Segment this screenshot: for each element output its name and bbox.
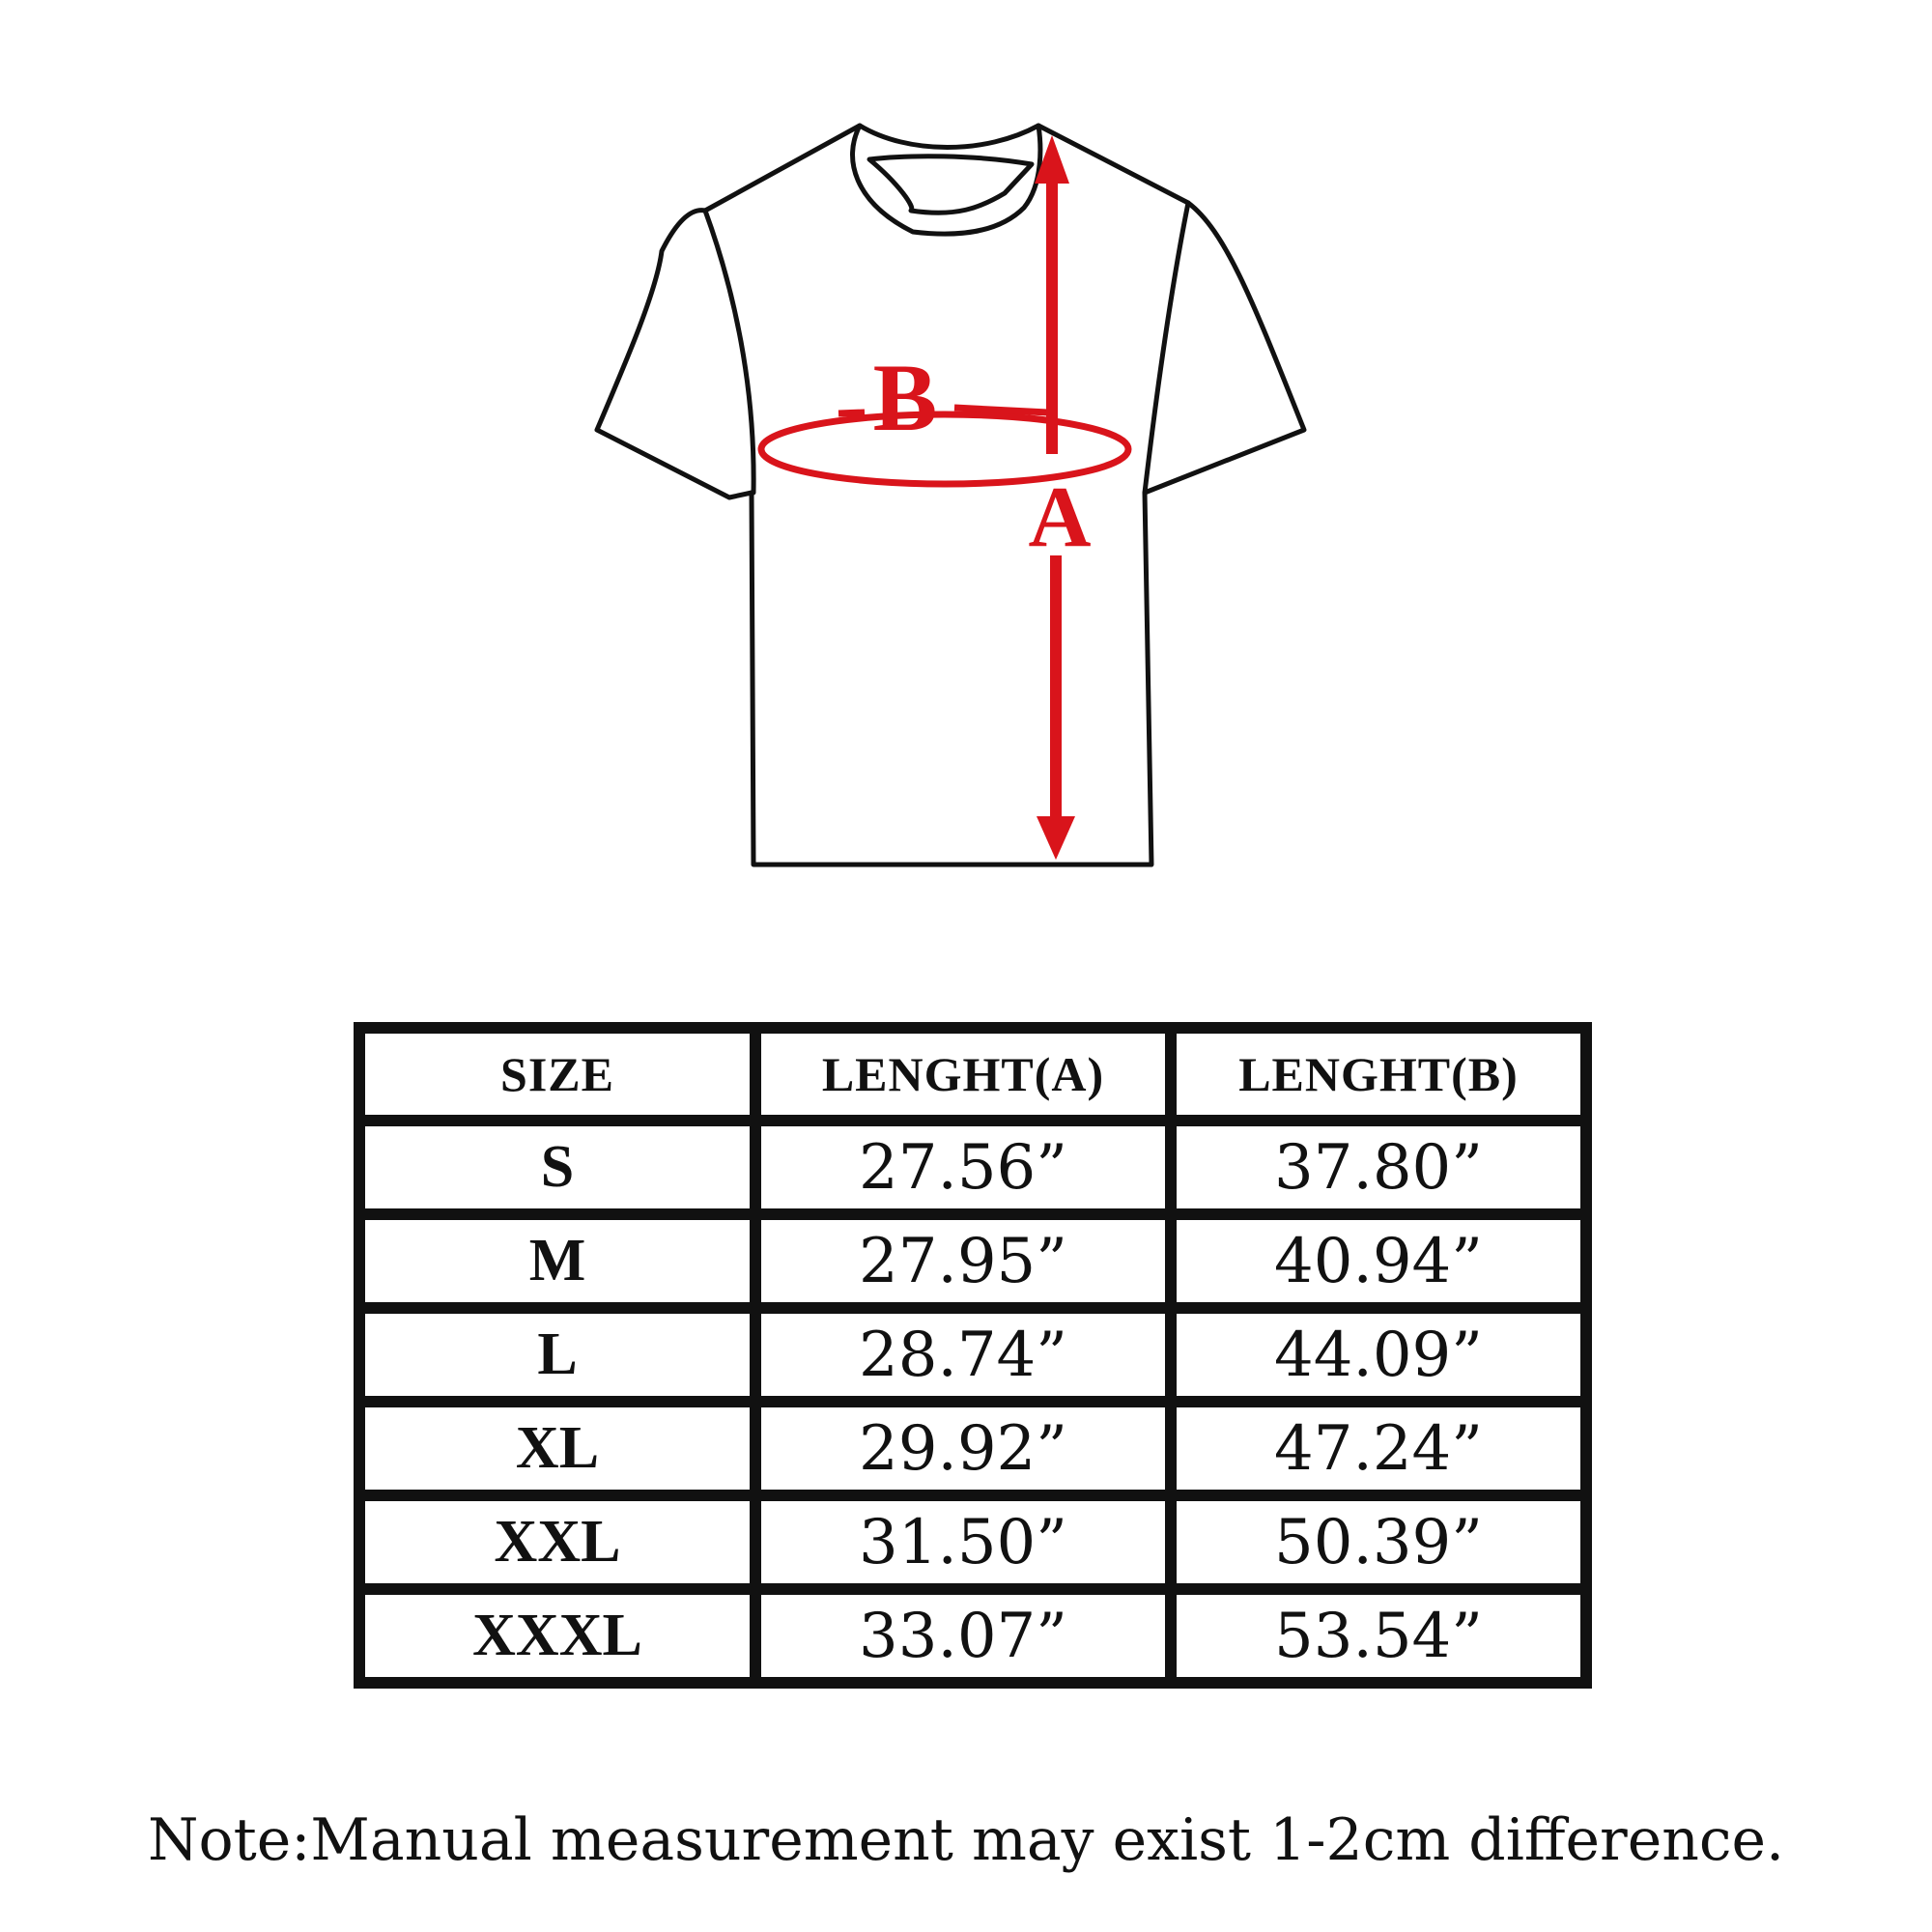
size-cell: XXL [365, 1501, 750, 1583]
size-cell: XXXL [365, 1595, 750, 1677]
table-row [365, 1407, 1580, 1490]
arrow-down-icon [1037, 816, 1075, 860]
size-cell: S [365, 1126, 750, 1208]
label-b: B [872, 344, 938, 451]
length-b-cell: 40.94” [1177, 1220, 1580, 1302]
t-shirt-diagram [0, 0, 1932, 927]
header-length-a: LENGHT(A) [761, 1034, 1165, 1115]
size-cell: L [365, 1314, 750, 1396]
length-arrow-top-shaft [1046, 169, 1058, 454]
label-a: A [1028, 469, 1092, 565]
header-size: SIZE [365, 1034, 750, 1115]
label-b-leader-left [838, 412, 865, 413]
table-row [365, 1126, 1580, 1208]
length-b-cell: 44.09” [1177, 1314, 1580, 1396]
table-row [365, 1595, 1580, 1677]
length-a-cell: 33.07” [761, 1595, 1165, 1677]
length-a-cell: 28.74” [761, 1314, 1165, 1396]
t-shirt-outline-icon [597, 126, 1304, 865]
length-a-cell: 29.92” [761, 1407, 1165, 1490]
header-length-b: LENGHT(B) [1177, 1034, 1580, 1115]
table-row [365, 1501, 1580, 1583]
size-cell: XL [365, 1407, 750, 1490]
measurement-note: Note:Manual measurement may exist 1-2cm difference. [147, 1806, 1785, 1874]
length-b-cell: 53.54” [1177, 1595, 1580, 1677]
table-header-row [365, 1034, 1580, 1115]
size-cell: M [365, 1220, 750, 1302]
size-chart-table [354, 1022, 1592, 1689]
length-a-cell: 31.50” [761, 1501, 1165, 1583]
length-b-cell: 50.39” [1177, 1501, 1580, 1583]
length-a-cell: 27.95” [761, 1220, 1165, 1302]
length-arrow-bottom-shaft [1050, 555, 1062, 816]
label-b-leader-right [954, 408, 1048, 412]
length-b-cell: 47.24” [1177, 1407, 1580, 1490]
table-row [365, 1220, 1580, 1302]
length-a-cell: 27.56” [761, 1126, 1165, 1208]
table-row [365, 1314, 1580, 1396]
length-b-cell: 37.80” [1177, 1126, 1580, 1208]
